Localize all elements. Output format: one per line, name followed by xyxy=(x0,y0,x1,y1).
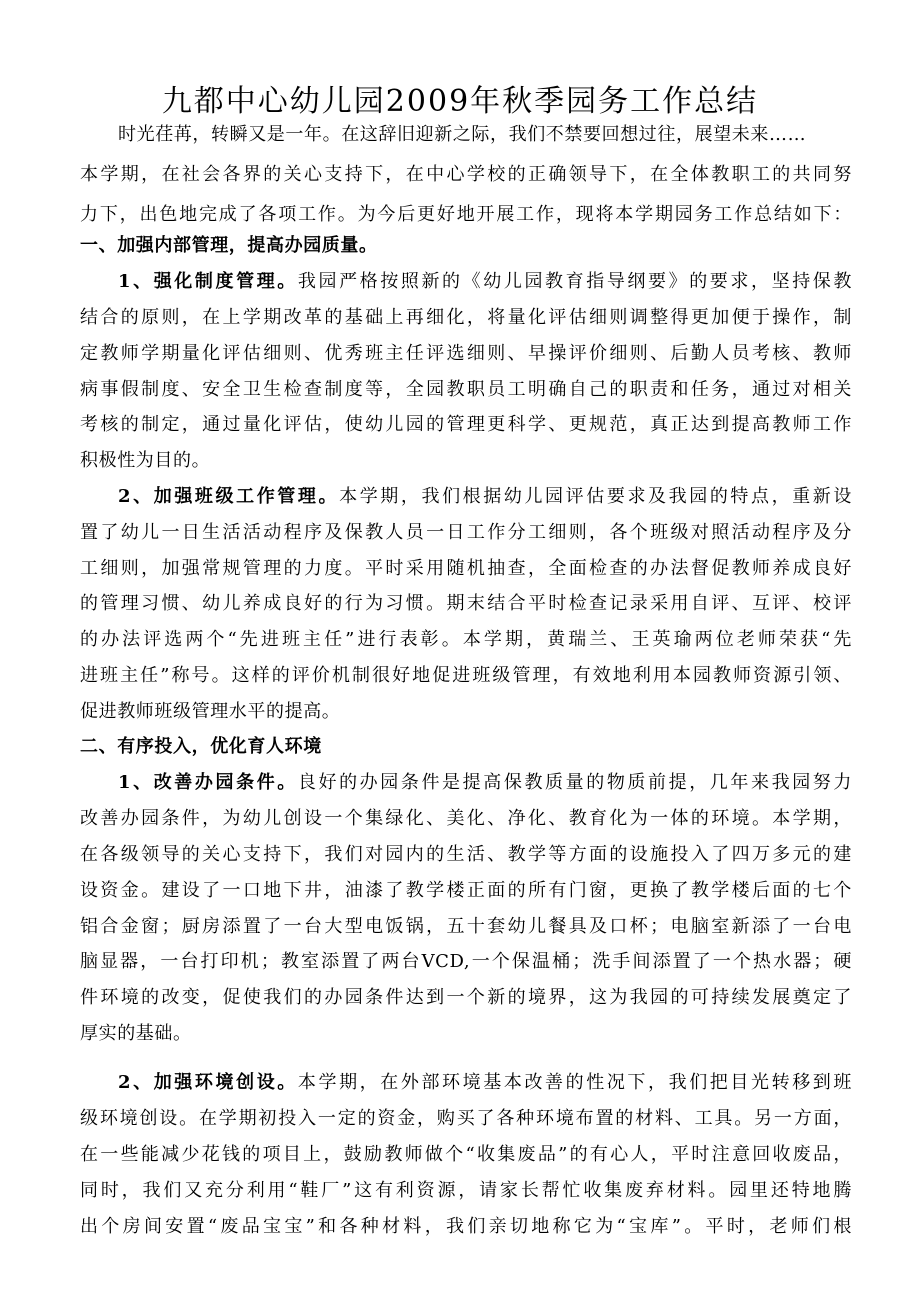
body-line: 在一些能减少花钱的项目上，鼓励教师做个“收集废品”的有心人，平时注意回收废品， xyxy=(80,1144,852,1165)
subsection-line: 2、加强班级工作管理。本学期，我们根据幼儿园评估要求及我园的特点，重新设 xyxy=(118,486,853,507)
body-line: 出个房间安置“废品宝宝”和各种材料，我们亲切地称它为“宝库”。平时，老师们根 xyxy=(80,1216,852,1237)
subsection-heading: 2、加强班级工作管理。 xyxy=(118,486,340,507)
body-line: 考核的制定，通过量化评估，使幼儿园的管理更科学、更规范，真正达到提高教师工作 xyxy=(80,414,852,435)
section-heading-2: 二、有序投入，优化育人环境 xyxy=(80,736,322,757)
body-line: 促进教师班级管理水平的提高。 xyxy=(80,701,341,722)
body-line: 的办法评选两个“先进班主任”进行表彰。本学期，黄瑞兰、王英瑜两位老师荣获“先 xyxy=(80,629,852,650)
body-line: 设资金。建设了一口地下井，油漆了教学楼正面的所有门窗，更换了教学楼后面的七个 xyxy=(80,880,852,901)
subsection-line: 1、改善办园条件。良好的办园条件是提高保教质量的物质前提，几年来我园努力 xyxy=(118,772,852,793)
document-title: 九都中心幼儿园2009年秋季园务工作总结 xyxy=(161,84,759,119)
body-line: 结合的原则，在上学期改革的基础上再细化，将量化评估细则调整得更加便于操作，制 xyxy=(80,307,852,328)
body-line: 置了幼儿一日生活活动程序及保教人员一日工作分工细则，各个班级对照活动程序及分 xyxy=(80,522,852,543)
body-line: 力下，出色地完成了各项工作。为今后更好地开展工作，现将本学期园务工作总结如下： xyxy=(80,204,852,225)
body-line: 的管理习惯、幼儿养成良好的行为习惯。期末结合平时检查记录采用自评、互评、校评 xyxy=(80,593,852,614)
subsection-line: 2、加强环境创设。本学期，在外部环境基本改善的性况下，我们把目光转移到班 xyxy=(118,1072,852,1093)
body-line: 定教师学期量化评估细则、优秀班主任评选细则、早操评价细则、后勤人员考核、教师 xyxy=(80,343,852,364)
body-line: 工细则，加强常规管理的力度。平时采用随机抽查，全面检查的办法督促教师养成良好 xyxy=(80,558,852,579)
body-line: 级环境创设。在学期初投入一定的资金，购买了各种环境布置的材料、工具。另一方面， xyxy=(80,1108,852,1129)
body-line: 厚实的基础。 xyxy=(80,1023,192,1044)
subsection-heading: 1、改善办园条件。 xyxy=(118,772,298,793)
body-line: 铝合金窗；厨房添置了一台大型电饭锅，五十套幼儿餐具及口杯；电脑室新添了一台电 xyxy=(80,916,852,937)
section-heading-1: 一、加强内部管理，提高办园质量。 xyxy=(80,235,378,256)
body-line: 脑显器，一台打印机；教室添置了两台VCD,一个保温桶；洗手间添置了一个热水器；硬 xyxy=(80,951,852,972)
body-line: 积极性为目的。 xyxy=(80,450,211,471)
subsection-heading: 2、加强环境创设。 xyxy=(118,1072,298,1093)
body-line: 进班主任”称号。这样的评价机制很好地促进班级管理，有效地利用本园教师资源引领、 xyxy=(80,665,852,686)
intro-line: 时光荏苒，转瞬又是一年。在这辞旧迎新之际，我们不禁要回想过往，展望未来…… xyxy=(118,124,807,145)
subsection-line: 1、强化制度管理。我园严格按照新的《幼儿园教育指导纲要》的要求，坚持保教 xyxy=(118,271,852,292)
body-line: 同时，我们又充分利用“鞋厂”这有利资源，请家长帮忙收集废弃材料。园里还特地腾 xyxy=(80,1180,852,1201)
body-line: 件环境的改变，促使我们的办园条件达到一个新的境界，这为我园的可持续发展奠定了 xyxy=(80,987,852,1008)
body-line: 本学期，在社会各界的关心支持下，在中心学校的正确领导下，在全体教职工的共同努 xyxy=(80,164,852,185)
subsection-heading: 1、强化制度管理。 xyxy=(118,271,298,292)
body-line: 改善办园条件，为幼儿创设一个集绿化、美化、净化、教育化为一体的环境。本学期， xyxy=(80,808,852,829)
body-line: 病事假制度、安全卫生检查制度等，全园教职员工明确自己的职责和任务，通过对相关 xyxy=(80,379,852,400)
body-line: 在各级领导的关心支持下，我们对园内的生活、教学等方面的设施投入了四万多元的建 xyxy=(80,844,852,865)
